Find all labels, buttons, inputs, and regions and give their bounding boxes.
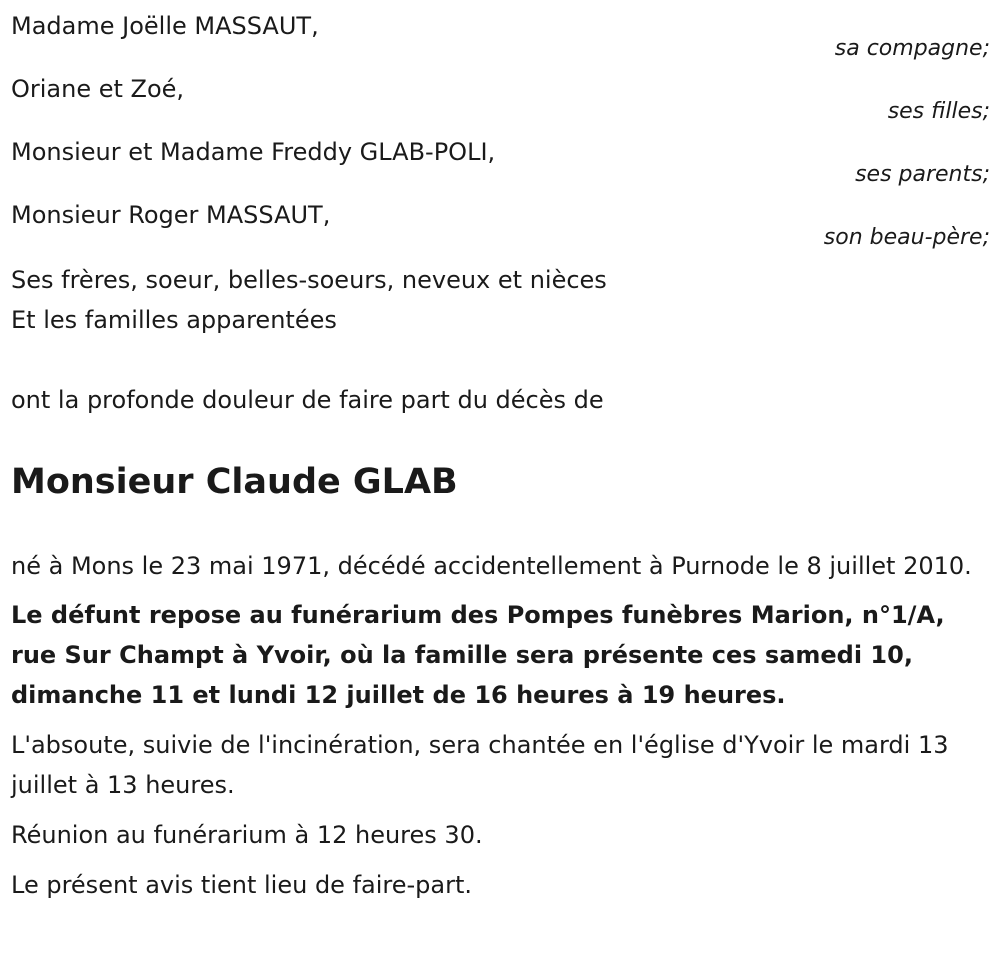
- family-row-daughters: [11, 63, 990, 126]
- other-relatives-line: Et les familles apparentées: [11, 306, 337, 334]
- family-member-name: Oriane et Zoé,: [11, 75, 185, 103]
- family-member-relation: ses filles;: [887, 99, 990, 124]
- obituary-notice: [11, 0, 990, 905]
- family-member-relation: ses parents;: [855, 162, 990, 187]
- family-row-parents: [11, 126, 990, 189]
- family-member-name: Madame Joëlle MASSAUT,: [11, 12, 319, 40]
- other-relatives: [11, 260, 990, 340]
- family-member-name: Monsieur et Madame Freddy GLAB-POLI,: [11, 138, 496, 166]
- announcement-text: ont la profonde douleur de faire part du décès de: [11, 386, 604, 414]
- family-member-name: Monsieur Roger MASSAUT,: [11, 201, 331, 229]
- ceremony-text: L'absoute, suivie de l'incinération, sera chantée en l'église d'Yvoir le mardi 13 juillet à 13 heures.: [11, 731, 949, 799]
- meeting-text: Réunion au funérarium à 12 heures 30.: [11, 821, 483, 849]
- deceased-name: Monsieur Claude GLAB: [11, 462, 458, 502]
- family-row-companion: [11, 0, 990, 63]
- family-row-father-in-law: [11, 189, 990, 252]
- other-relatives-line: Ses frères, soeur, belles-soeurs, neveux et nièces: [11, 266, 607, 294]
- family-member-relation: sa compagne;: [834, 36, 990, 61]
- visitation-text: Le défunt repose au funérarium des Pompes funèbres Marion, n°1/A, rue Sur Champt à Yvoir, où la famille sera présente ces samedi 10, dimanche 11 et lundi 12 juillet de 16 heures à 19 heures.: [11, 601, 945, 709]
- birth-death-text: né à Mons le 23 mai 1971, décédé accidentellement à Purnode le 8 juillet 2010.: [11, 552, 972, 580]
- family-member-relation: son beau-père;: [823, 225, 990, 250]
- notice-text: Le présent avis tient lieu de faire-part.: [11, 871, 473, 899]
